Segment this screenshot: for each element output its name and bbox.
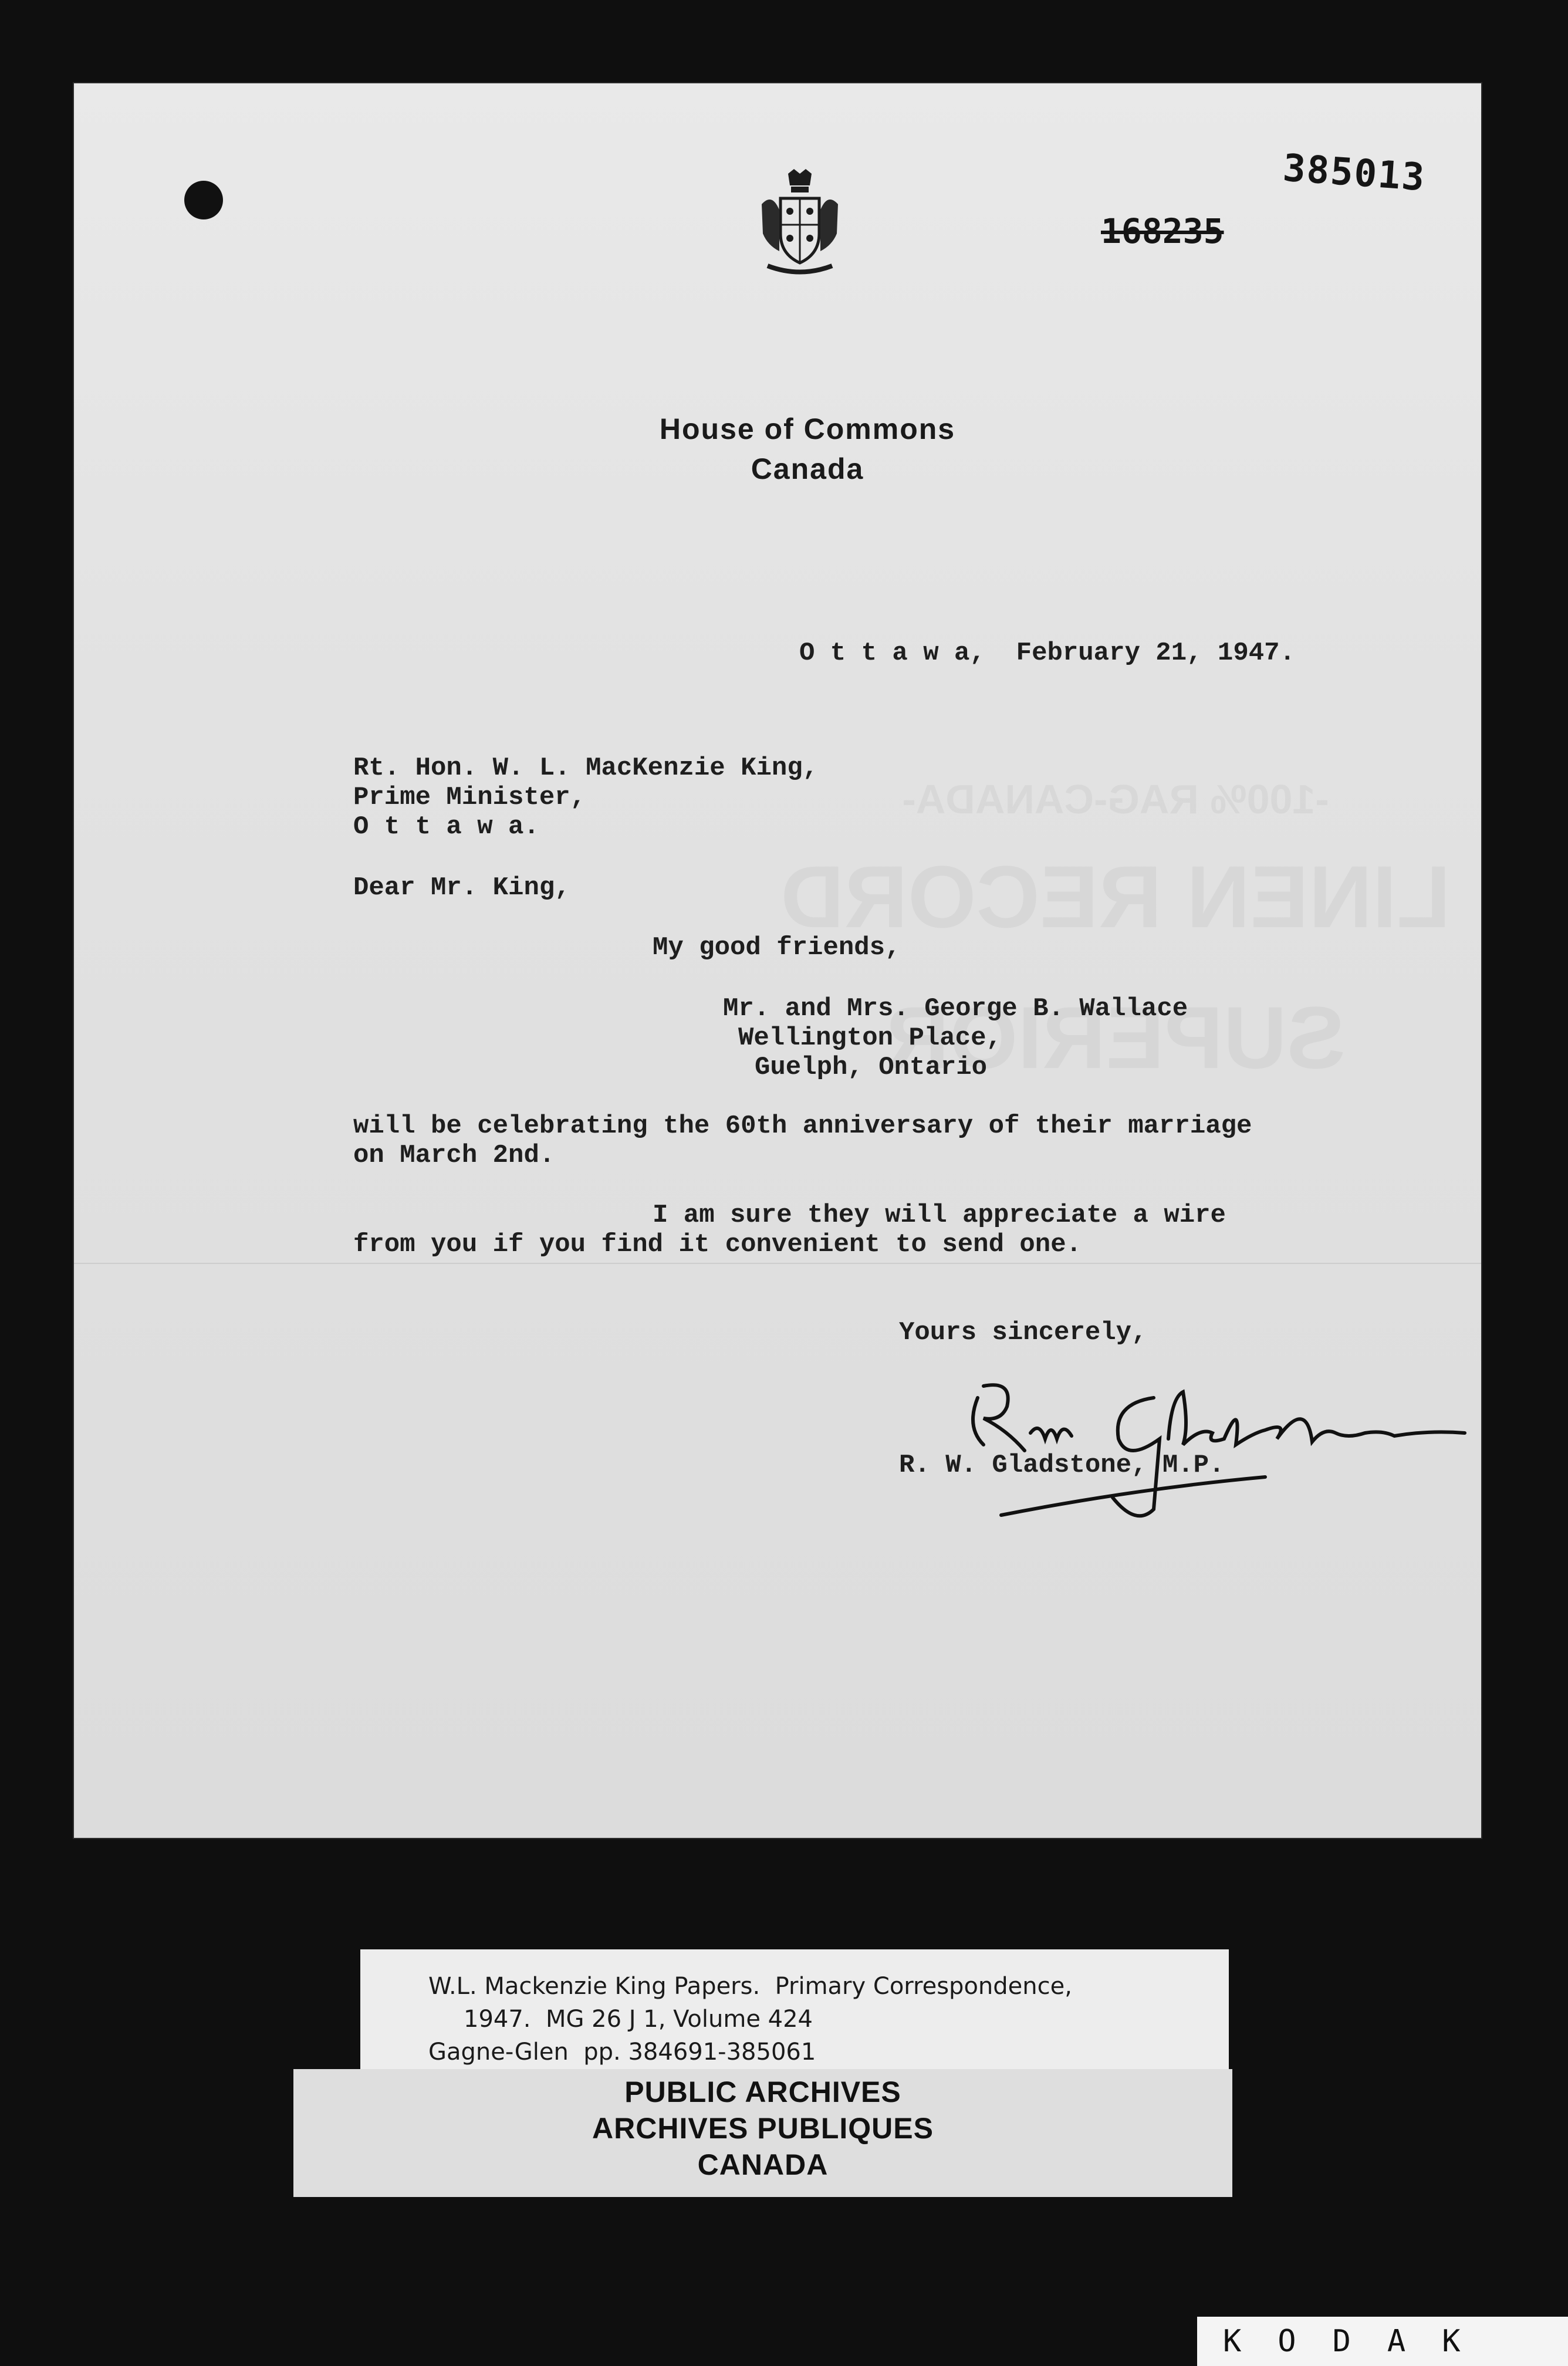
letterhead-title: House of Commons — [659, 413, 956, 445]
body-paragraph1-line1: will be celebrating the 60th anniversary of their marriage — [353, 1111, 1252, 1141]
old-document-number-stamp: 168235 — [1101, 211, 1224, 251]
public-archives-stamp — [293, 2069, 1232, 2197]
friends-address-line1: Mr. and Mrs. George B. Wallace — [723, 994, 1188, 1023]
public-archives-line2: ARCHIVES PUBLIQUES — [592, 2112, 934, 2145]
body-paragraph2-line2: from you if you find it convenient to send one. — [353, 1230, 1082, 1259]
document-number-stamp: 385013 — [1281, 146, 1427, 200]
archive-label-line2: 1947. MG 26 J 1, Volume 424 — [464, 2006, 813, 2033]
signatory-name: R. W. Gladstone, M.P. — [899, 1451, 1225, 1480]
public-archives-line3: CANADA — [697, 2148, 829, 2181]
body-paragraph2-line1: I am sure they will appreciate a wire — [653, 1201, 1226, 1230]
archive-label-line3: Gagne-Glen pp. 384691-385061 — [428, 2039, 816, 2066]
friends-address-line3: Guelph, Ontario — [755, 1053, 988, 1082]
letter-page — [74, 83, 1481, 1838]
recipient-line2: Prime Minister, — [353, 783, 586, 812]
punch-hole — [184, 181, 223, 219]
fold-line — [74, 1263, 1481, 1264]
public-archives-line1: PUBLIC ARCHIVES — [624, 2076, 901, 2108]
recipient-line1: Rt. Hon. W. L. MacKenzie King, — [353, 753, 819, 783]
recipient-line3: O t t a w a. — [353, 812, 539, 841]
salutation: Dear Mr. King, — [353, 873, 570, 903]
archive-label-line1: W.L. Mackenzie King Papers. Primary Correspondence, — [428, 1973, 1072, 2000]
letterhead-subtitle: Canada — [751, 452, 864, 485]
paper-watermark-line1 — [719, 776, 1512, 823]
closing: Yours sincerely, — [899, 1318, 1147, 1347]
friends-address-line2: Wellington Place, — [738, 1023, 1002, 1053]
body-paragraph1-line2: on March 2nd. — [353, 1141, 555, 1170]
intro-line: My good friends, — [653, 933, 901, 962]
dateline: O t t a w a, February 21, 1947. — [799, 638, 1295, 668]
coat-of-arms-icon — [756, 169, 844, 278]
film-manufacturer-label: KODAK — [1197, 2317, 1568, 2366]
